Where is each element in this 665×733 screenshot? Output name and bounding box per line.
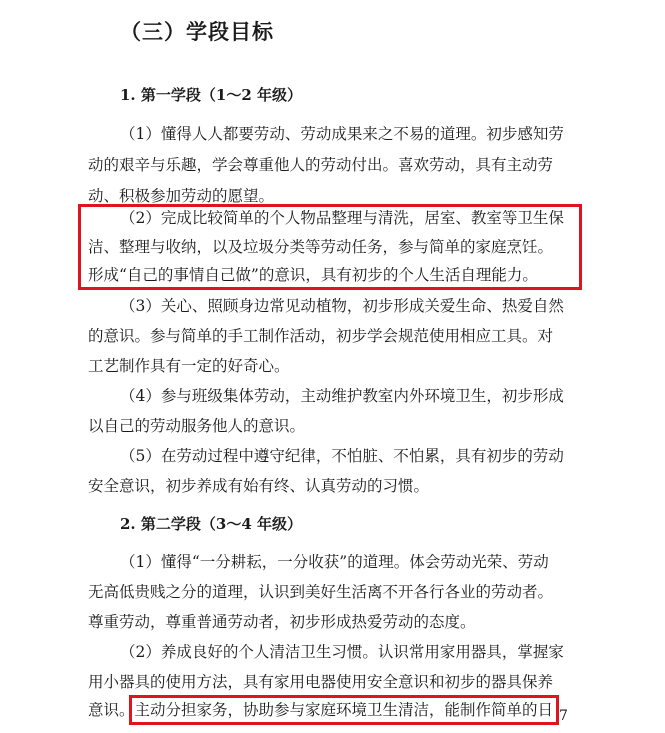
stage2-para1-line2: 无高低贵贱之分的道理，认识到美好生活离不开各行各业的劳动者。 <box>88 583 554 601</box>
stage1-para2-line3: 形成“自己的事情自己做”的意识，具有初步的个人生活自理能力。 <box>88 266 538 284</box>
stage2-para1-line3: 尊重劳动，尊重普通劳动者，初步形成热爱劳动的态度。 <box>88 613 476 631</box>
stage1-para1-line3: 动、积极参加劳动的愿望。 <box>88 187 275 205</box>
stage2-para2-line1: （2）养成良好的个人清洁卫生习惯。认识常用家用器具，掌握家 <box>120 643 564 661</box>
stage1-para2-line1: （2）完成比较简单的个人物品整理与清洗，居室、教室等卫生保 <box>120 209 564 227</box>
stage1-para1-line1: （1）懂得人人都要劳动、劳动成果来之不易的道理。初步感知劳 <box>120 125 564 143</box>
section-title: （三）学段目标 <box>120 19 274 44</box>
stage2-heading: 2. 第二学段（3～4 年级） <box>120 515 302 533</box>
stage2-para2-line3 <box>88 700 553 720</box>
stage1-heading: 1. 第一学段（1～2 年级） <box>120 86 302 104</box>
stage2-para1-line1: （1）懂得“一分耕耘，一分收获”的道理。体会劳动光荣、劳动 <box>120 553 549 571</box>
page-number: 7 <box>559 708 568 724</box>
stage1-para2-line2: 洁、整理与收纳，以及垃圾分类等劳动任务，参与简单的家庭烹饪。 <box>88 238 554 256</box>
stage2-para2-line2: 用小器具的使用方法，具有家用电器使用安全意识和初步的器具保养 <box>88 673 554 691</box>
stage1-para3-line1: （3）关心、照顾身边常见动植物，初步形成关爱生命、热爱自然 <box>120 297 564 315</box>
stage1-para4-line2: 以自己的劳动服务他人的意识。 <box>88 417 306 435</box>
stage1-para5-line1: （5）在劳动过程中遵守纪律，不怕脏、不怕累，具有初步的劳动 <box>120 447 564 465</box>
stage1-para3-line3: 工艺制作具有一定的好奇心。 <box>88 357 290 375</box>
stage1-para5-line2: 安全意识，初步养成有始有终、认真劳动的习惯。 <box>88 477 430 495</box>
stage2-para2-line3-prefix: 意识。 <box>88 701 135 719</box>
highlight-box-stage2-para2: 主动分担家务，协助参与家庭环境卫生清洁，能制作简单的日 <box>134 701 554 719</box>
stage1-para4-line1: （4）参与班级集体劳动，主动维护教室内外环境卫生，初步形成 <box>120 387 564 405</box>
stage1-para1-line2: 动的艰辛与乐趣，学会尊重他人的劳动付出。喜欢劳动，具有主动劳 <box>88 156 554 174</box>
stage1-para3-line2: 的意识。参与简单的手工制作活动，初步学会规范使用相应工具。对 <box>88 327 554 345</box>
